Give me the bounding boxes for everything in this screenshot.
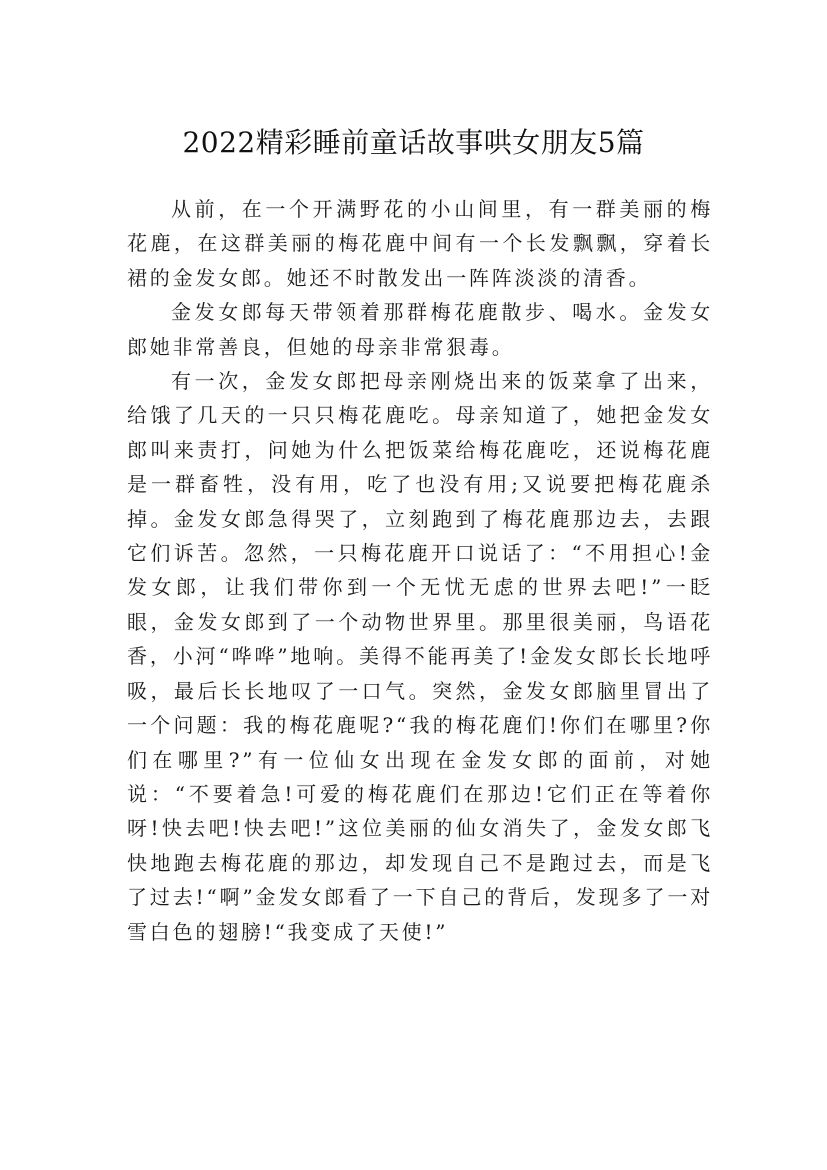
paragraph-1: 从前，在一个开满野花的小山间里，有一群美丽的梅花鹿，在这群美丽的梅花鹿中间有一个长发飘飘，穿着长裙的金发女郎。她还不时散发出一阵阵淡淡的清香。 <box>127 197 713 290</box>
paragraph-3: 有一次，金发女郎把母亲刚烧出来的饭菜拿了出来，给饿了几天的一只只梅花鹿吃。母亲知道了，她把金发女郎叫来责打，问她为什么把饭菜给梅花鹿吃，还说梅花鹿是一群畜牲，没有用，吃了也没有用;又说要把梅花鹿杀掉。金发女郎急得哭了，立刻跑到了梅花鹿那边去，去跟它们诉苦。忽然，一只梅花鹿开口说话了：“不用担心!金发女郎，让我们带你到一个无忧无虑的世界去吧!”一眨眼，金发女郎到了一个动物世界里。那里很美丽，鸟语花香，小河“哗哗”地响。美得不能再美了!金发女郎长长地呼吸，最后长长地叹了一口气。突然，金发女郎脑里冒出了一个问题：我的梅花鹿呢?“我的梅花鹿们!你们在哪里?你们在哪里?”有一位仙女出现在金发女郎的面前，对她说：“不要着急!可爱的梅花鹿们在那边!它们正在等着你呀!快去吧!快去吧!”这位美丽的仙女消失了，金发女郎飞快地跑去梅花鹿的那边，却发现自己不是跑过去，而是飞了过去!“啊”金发女郎看了一下自己的背后，发现多了一对雪白色的翅膀!“我变成了天使!” <box>127 369 713 944</box>
paragraph-2: 金发女郎每天带领着那群梅花鹿散步、喝水。金发女郎她非常善良，但她的母亲非常狠毒。 <box>127 300 713 359</box>
document-body <box>127 192 713 949</box>
document-title: 2022精彩睡前童话故事哄女朋友5篇 <box>182 125 645 159</box>
